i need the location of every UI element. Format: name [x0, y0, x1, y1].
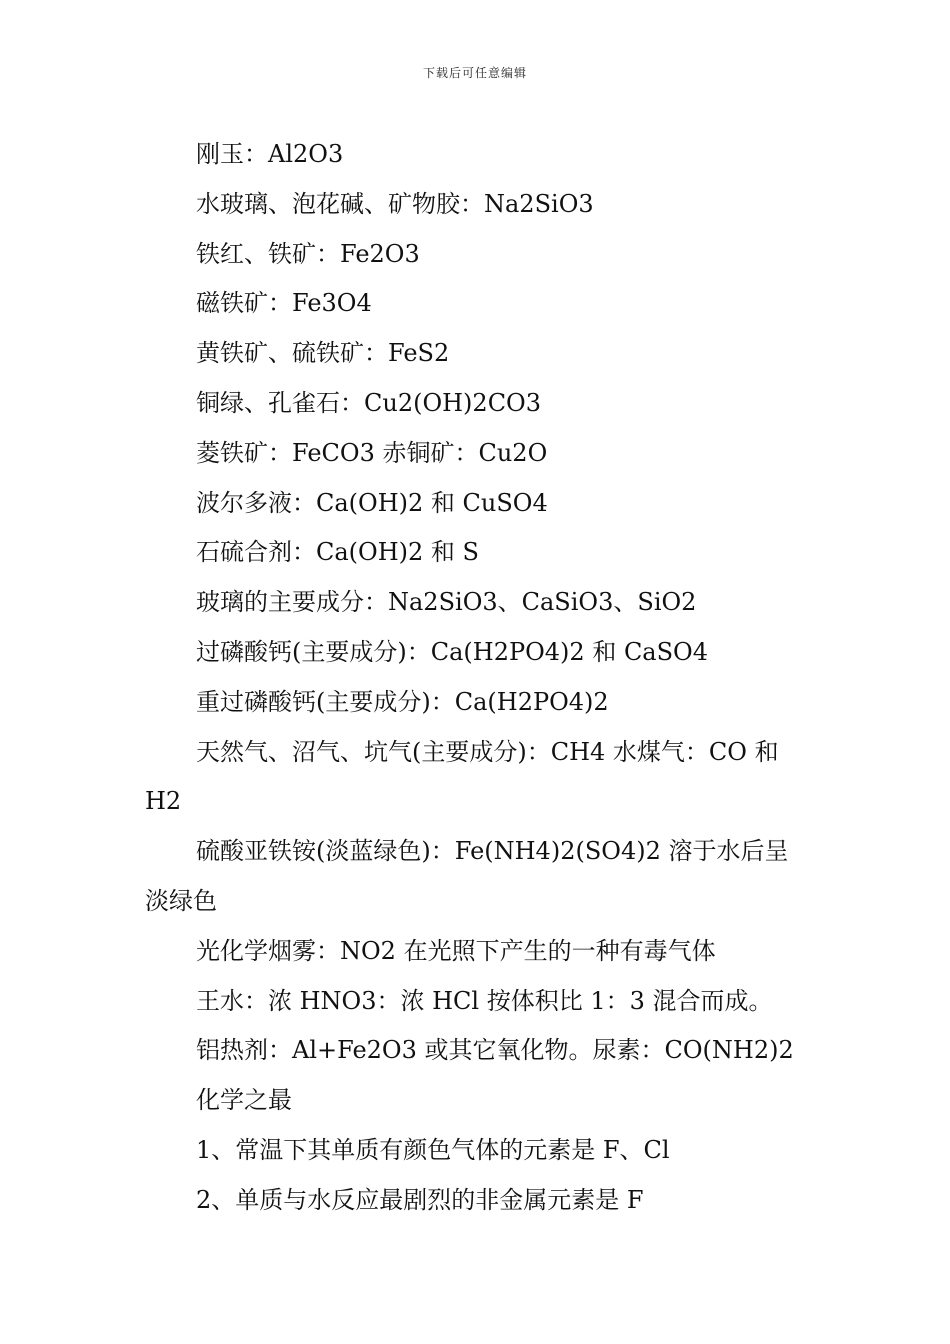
- text-line-continuation: H2: [145, 787, 182, 816]
- text-line: 刚玉：Al2O3: [196, 140, 344, 168]
- document-body: [145, 130, 810, 1226]
- text-line: 光化学烟雾：NO2 在光照下产生的一种有毒气体: [196, 936, 716, 965]
- text-line: 水玻璃、泡花碱、矿物胶：Na2SiO3: [196, 189, 594, 218]
- text-line: 重过磷酸钙(主要成分)：Ca(H2PO4)2: [196, 687, 609, 716]
- text-line: 磁铁矿：Fe3O4: [196, 289, 372, 318]
- text-line-continuation: 淡绿色: [145, 886, 217, 915]
- text-line: 波尔多液：Ca(OH)2 和 CuSO4: [196, 488, 548, 517]
- text-line: 玻璃的主要成分：Na2SiO3、CaSiO3、SiO2: [196, 588, 697, 617]
- text-line: 铁红、铁矿：Fe2O3: [196, 239, 420, 268]
- section-heading: 化学之最: [196, 1086, 292, 1115]
- text-line: 王水：浓 HNO3：浓 HCl 按体积比 1：3 混合而成。: [196, 986, 773, 1015]
- page-header: 下载后可任意编辑: [422, 66, 527, 80]
- text-line: 硫酸亚铁铵(淡蓝绿色)：Fe(NH4)2(SO4)2 溶于水后呈: [196, 837, 789, 866]
- text-line: 菱铁矿：FeCO3 赤铜矿：Cu2O: [196, 438, 548, 467]
- text-line: 石硫合剂：Ca(OH)2 和 S: [196, 538, 479, 567]
- text-line: 铝热剂：Al+Fe2O3 或其它氧化物。尿素：CO(NH2)2: [196, 1036, 794, 1065]
- text-line: 黄铁矿、硫铁矿：FeS2: [196, 339, 450, 368]
- text-line: 天然气、沼气、坑气(主要成分)：CH4 水煤气：CO 和: [196, 737, 779, 766]
- text-line: 过磷酸钙(主要成分)：Ca(H2PO4)2 和 CaSO4: [196, 637, 709, 666]
- list-item: 2、单质与水反应最剧烈的非金属元素是 F: [196, 1185, 644, 1214]
- list-item: 1、常温下其单质有颜色气体的元素是 F、Cl: [196, 1135, 670, 1164]
- text-line: 铜绿、孔雀石：Cu2(OH)2CO3: [196, 388, 541, 417]
